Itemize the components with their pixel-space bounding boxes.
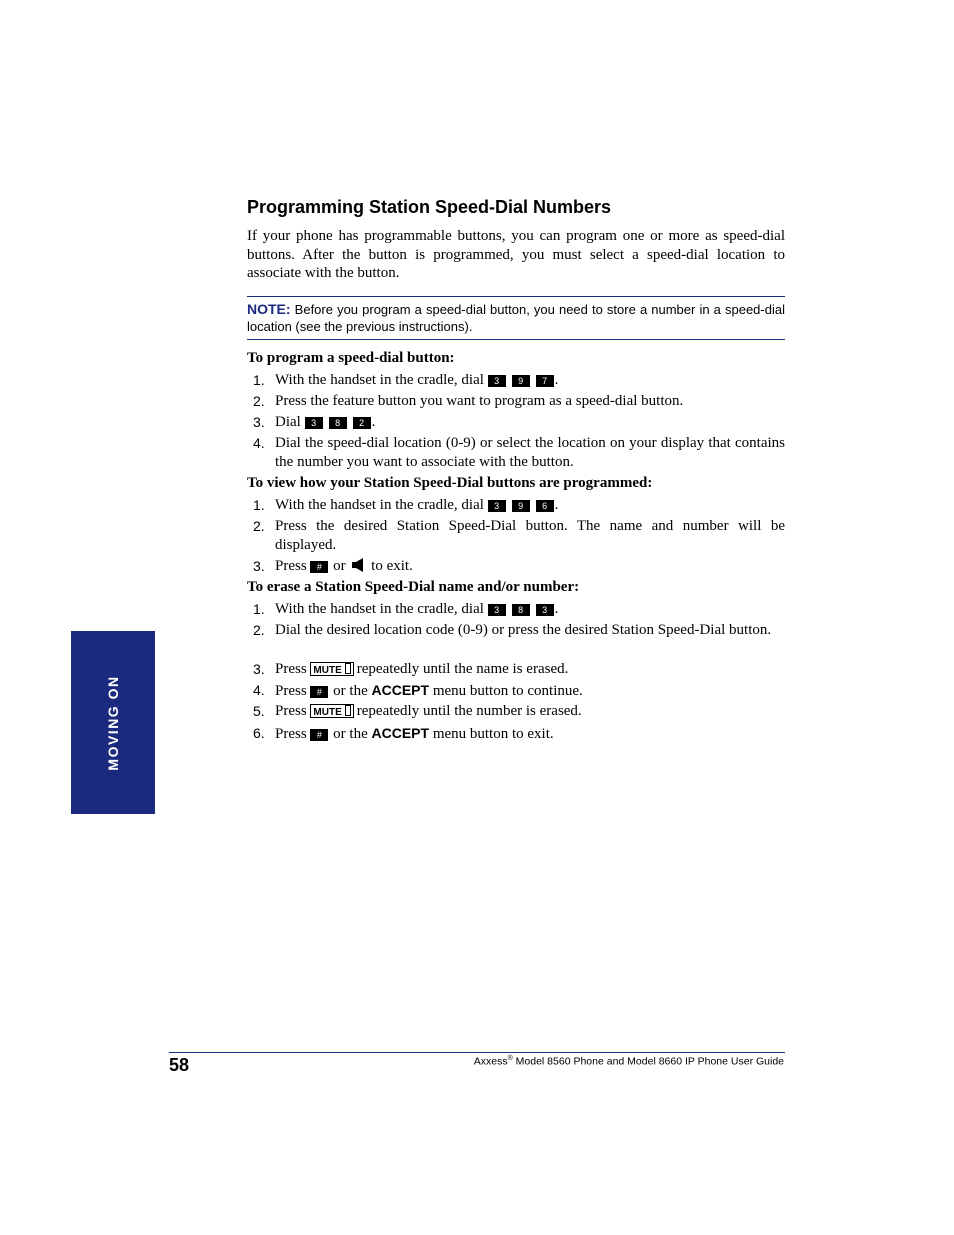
chapter-tab-label: MOVING ON — [105, 675, 121, 771]
dial-key: 3 — [305, 417, 323, 429]
page-number: 58 — [169, 1055, 190, 1075]
dial-key: 2 — [353, 417, 371, 429]
note-body: Before you program a speed-dial button, you need to store a number in a speed-dial location (see the previous instructions). — [247, 302, 785, 334]
step-number: 3. — [253, 661, 265, 677]
step-number: 1. — [253, 497, 265, 513]
speaker-icon — [351, 557, 365, 573]
accept-label: ACCEPT — [371, 682, 430, 698]
step-text: Press the desired Station Speed-Dial button. The name and number will be displayed. — [275, 518, 785, 553]
dial-key: 6 — [536, 500, 554, 512]
step-number: 6. — [253, 725, 265, 741]
mute-key: MUTE — [310, 704, 353, 718]
dial-key: 3 — [488, 500, 506, 512]
step-number: 2. — [253, 393, 265, 409]
pound-key: # — [310, 729, 328, 741]
dial-key: 3 — [488, 604, 506, 616]
step-text: With the handset in the cradle, dial 3 9 6 . — [275, 497, 559, 513]
step-number: 1. — [253, 372, 265, 388]
step-number: 4. — [253, 682, 265, 698]
step-text: Press MUTE repeatedly until the number is erased. — [275, 703, 582, 719]
dial-key: 3 — [536, 604, 554, 616]
step-number: 2. — [253, 518, 265, 534]
mute-led-icon — [345, 705, 351, 716]
step-text: Press MUTE repeatedly until the name is erased. — [275, 661, 569, 677]
footer-title: Axxess® Model 8560 Phone and Model 8660 IP Phone User Guide — [473, 1055, 784, 1068]
mute-key: MUTE — [310, 662, 353, 676]
step-text: Dial the speed-dial location (0-9) or select the location on your display that contains the number you want to associate with the button. — [275, 435, 785, 470]
chapter-side-tab — [71, 631, 155, 814]
note-text — [247, 301, 785, 335]
step-text: Dial the desired location code (0-9) or press the desired Station Speed-Dial button. — [275, 622, 772, 638]
dial-key: 9 — [512, 375, 530, 387]
step-number: 1. — [253, 601, 265, 617]
note-box — [247, 296, 785, 340]
step-text: Dial 3 8 2 . — [275, 414, 376, 430]
step-number: 5. — [253, 703, 265, 719]
step-text: Press # or the ACCEPT menu button to exit. — [275, 725, 554, 742]
dial-key: 7 — [536, 375, 554, 387]
intro-paragraph: If your phone has programmable buttons, you can program one or more as speed-dial buttons. After the button is programmed, you must select a speed-dial location to associate with the button. — [247, 228, 785, 281]
accept-label: ACCEPT — [371, 725, 430, 741]
dial-key: 8 — [512, 604, 530, 616]
procedure-title-erase: To erase a Station Speed-Dial name and/or number: — [247, 579, 580, 595]
pound-key: # — [310, 561, 328, 573]
step-number: 3. — [253, 558, 265, 574]
step-text: Press the feature button you want to program as a speed-dial button. — [275, 393, 684, 409]
step-text: Press # or to exit. — [275, 558, 413, 574]
footer-rule — [169, 1052, 785, 1053]
step-number: 3. — [253, 414, 265, 430]
dial-key: 8 — [329, 417, 347, 429]
step-number: 4. — [253, 435, 265, 451]
note-label: NOTE: — [247, 301, 291, 317]
section-heading: Programming Station Speed-Dial Numbers — [247, 197, 612, 217]
dial-key: 3 — [488, 375, 506, 387]
step-text: Press # or the ACCEPT menu button to continue. — [275, 682, 583, 699]
step-text: With the handset in the cradle, dial 3 8 3 . — [275, 601, 559, 617]
procedure-title-program: To program a speed-dial button: — [247, 350, 455, 366]
dial-key: 9 — [512, 500, 530, 512]
step-number: 2. — [253, 622, 265, 638]
pound-key: # — [310, 686, 328, 698]
procedure-title-view: To view how your Station Speed-Dial buttons are programmed: — [247, 475, 653, 491]
step-text: With the handset in the cradle, dial 3 9 7 . — [275, 372, 559, 388]
mute-led-icon — [345, 663, 351, 674]
